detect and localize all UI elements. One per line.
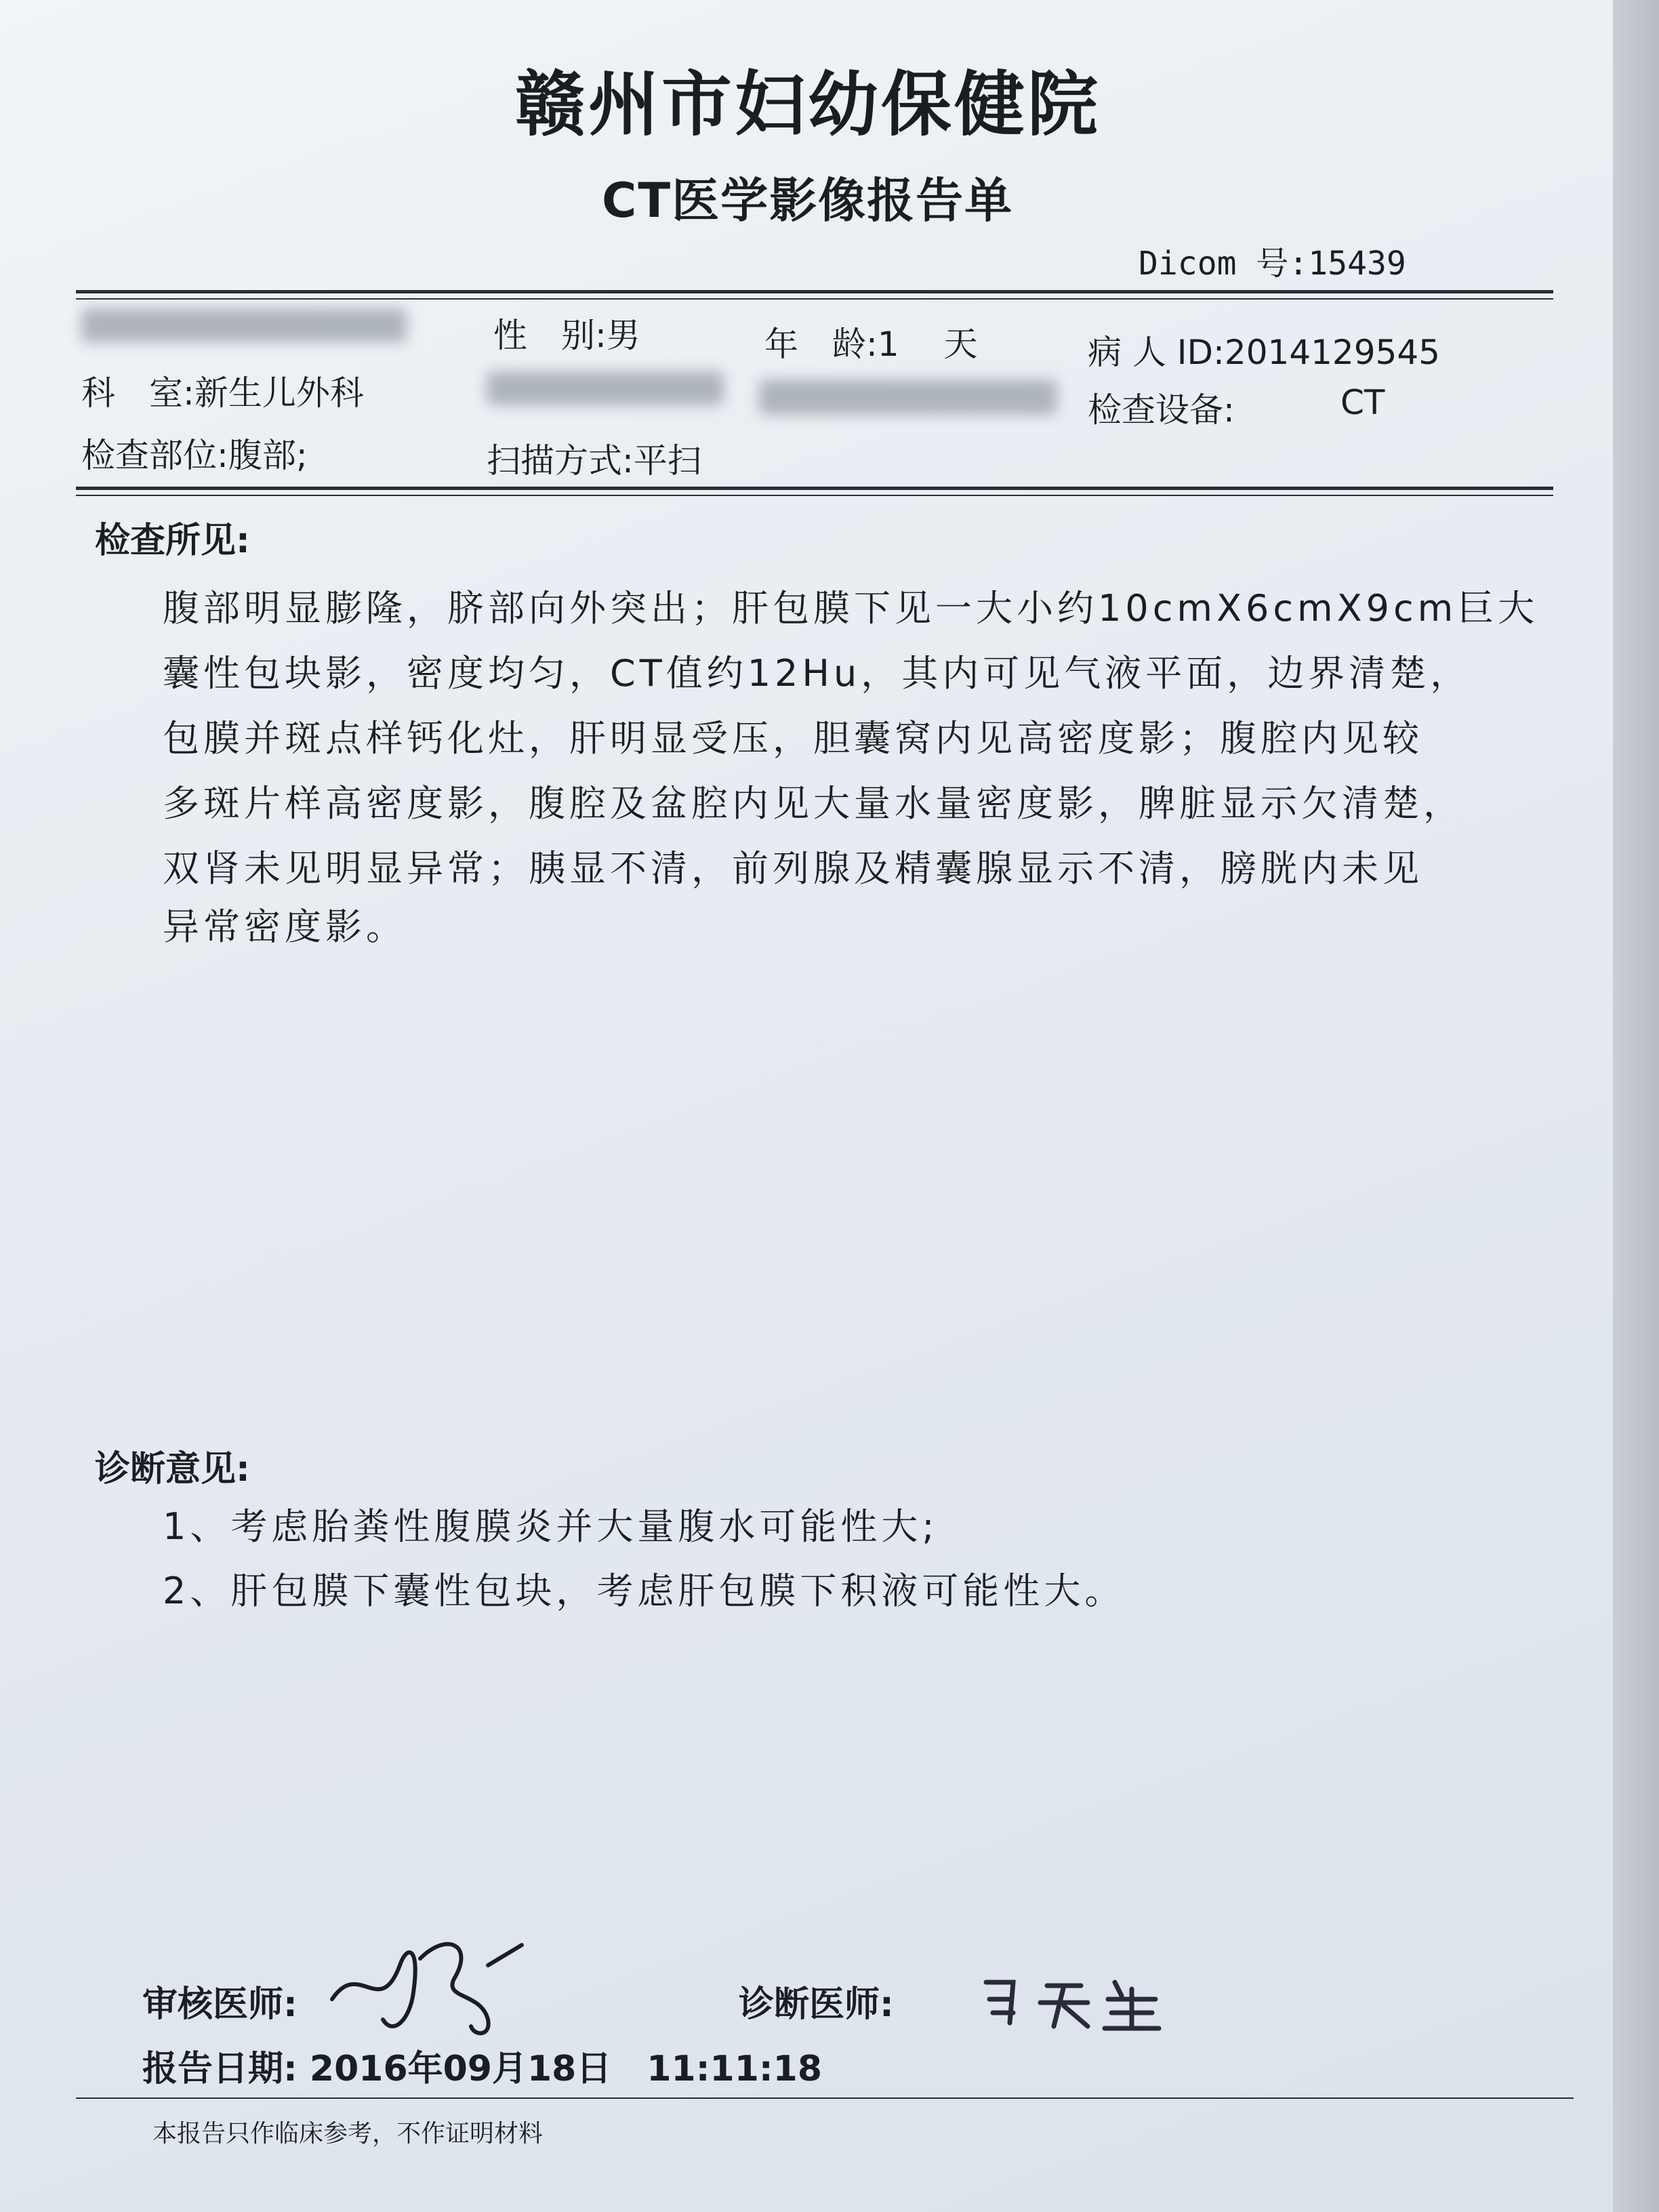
patient-id-field: 病 人 ID:2014129545: [1088, 333, 1440, 372]
dicom-number: Dicom 号:15439: [1139, 245, 1406, 283]
findings-label: 检查所见:: [95, 520, 250, 561]
report-title: CT医学影像报告单: [602, 173, 1014, 228]
findings-line: 囊性包块影，密度均匀，CT值约12Hu，其内可见气液平面，边界清楚，: [163, 652, 1471, 695]
exam-part-field: 检查部位:腹部;: [81, 436, 308, 475]
findings-line: 双肾未见明显异常；胰显不清，前列腺及精囊腺显示不清，膀胱内未见: [163, 847, 1423, 890]
header-rule-bottom-thin: [76, 495, 1553, 496]
reviewer-label: 审核医师:: [142, 1984, 298, 2025]
diagnostician-signature: [976, 1969, 1172, 2036]
footer-rule: [76, 2097, 1574, 2099]
redacted-patient-name: [81, 308, 407, 342]
footer-note: 本报告只作临床参考，不作证明材料: [152, 2120, 544, 2148]
findings-line: 多斑片样高密度影，腹腔及盆腔内见大量水量密度影，脾脏显示欠清楚，: [163, 782, 1464, 825]
device-label: 检查设备:: [1088, 390, 1235, 430]
findings-line: 包膜并斑点样钙化灶，肝明显受压，胆囊窝内见高密度影；腹腔内见较: [163, 717, 1423, 760]
redacted-field: [759, 380, 1057, 415]
diagnosis-item: 1、考虑胎粪性腹膜炎并大量腹水可能性大;: [163, 1505, 939, 1548]
diagnosis-label: 诊断意见:: [95, 1449, 250, 1490]
header-rule-top: [76, 290, 1553, 293]
hospital-name: 赣州市妇幼保健院: [515, 63, 1101, 146]
report-date: 报告日期: 2016年09月18日 11:11:18: [142, 2049, 823, 2089]
findings-line: 异常密度影。: [163, 905, 407, 948]
department-field: 科 室:新生儿外科: [81, 373, 364, 413]
redacted-field: [487, 371, 724, 405]
header-rule-bottom: [76, 487, 1553, 490]
background-surface: [1613, 0, 1659, 2212]
sex-field: 性 别:男: [493, 316, 640, 355]
header-rule-top-thin: [76, 298, 1553, 300]
device-value: CT: [1340, 383, 1385, 422]
reviewer-signature: [319, 1918, 542, 2047]
diagnosis-item: 2、肝包膜下囊性包块，考虑肝包膜下积液可能性大。: [163, 1570, 1126, 1612]
age-field: 年 龄:1 天: [764, 325, 978, 364]
findings-line: 腹部明显膨隆，脐部向外突出；肝包膜下见一大小约10cmX6cmX9cm巨大: [163, 587, 1539, 630]
scan-mode-field: 扫描方式:平扫: [487, 441, 701, 480]
diagnostician-label: 诊断医师:: [739, 1984, 894, 2025]
